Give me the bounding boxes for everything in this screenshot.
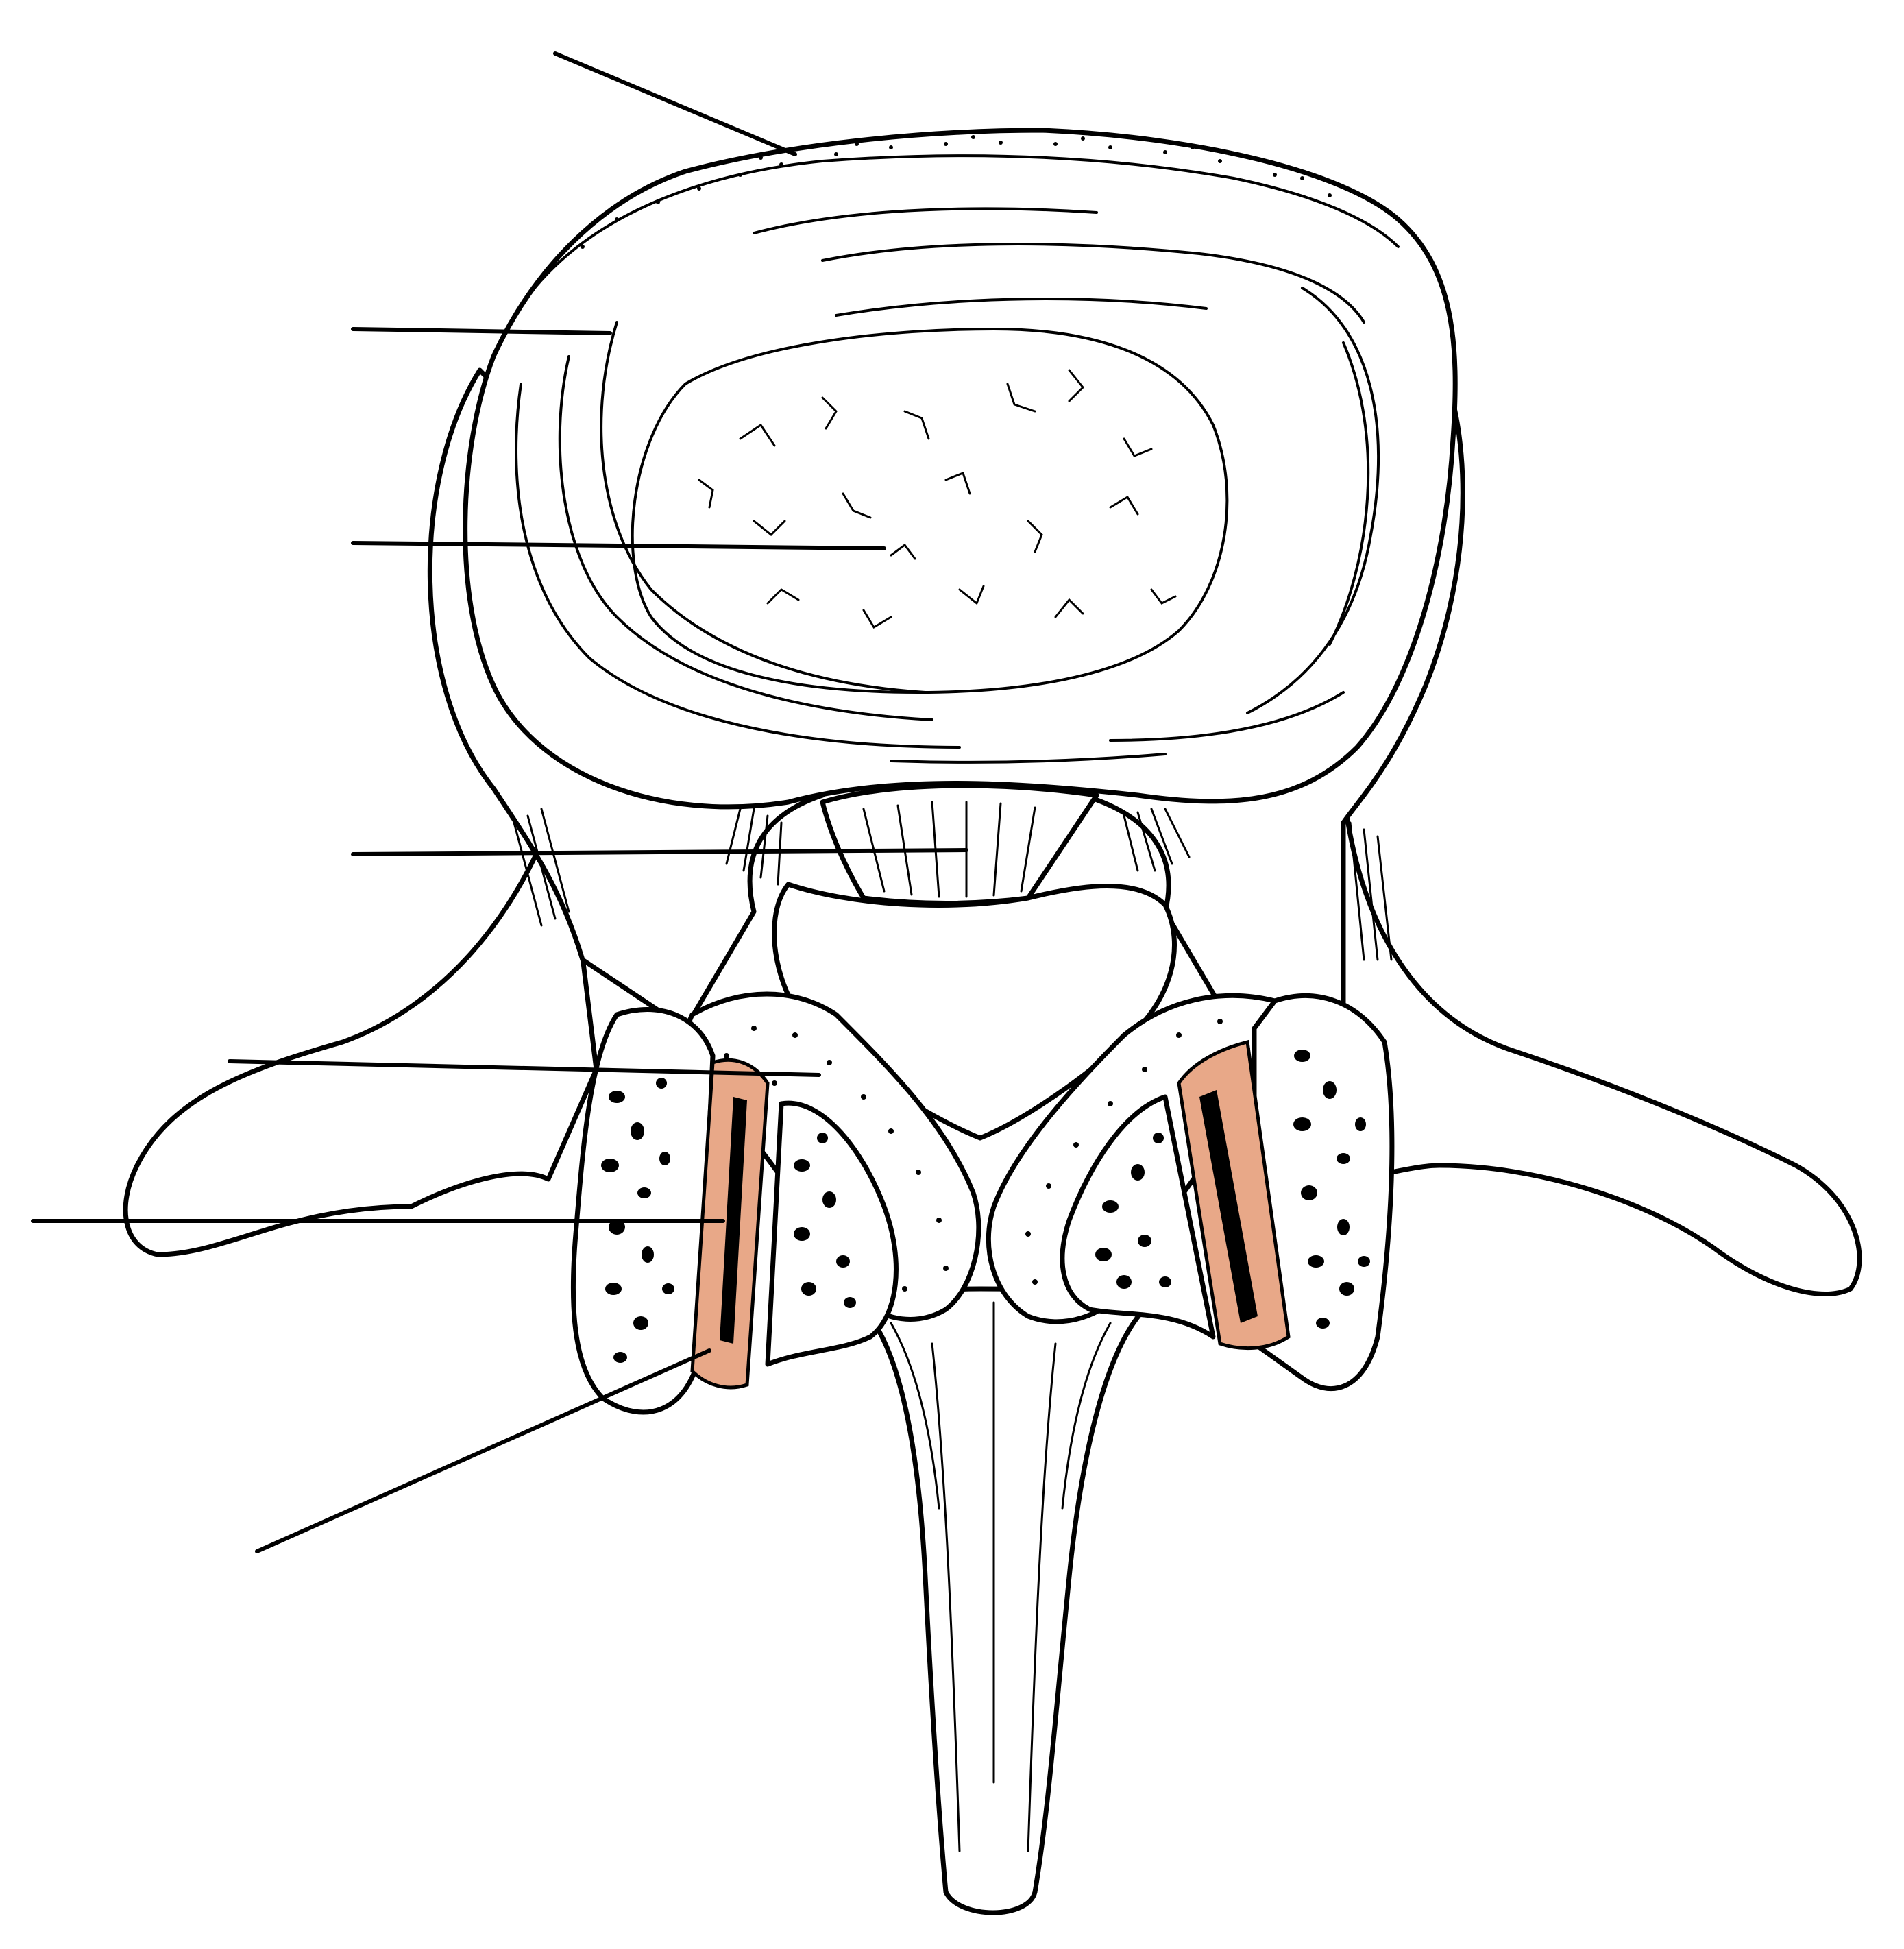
leader-facet-capsule [257, 1351, 709, 1551]
vertebral-body [465, 130, 1456, 807]
leader-annulus-rim [555, 53, 795, 154]
posterior-longitudinal-ligament [822, 786, 1097, 903]
right-transverse-process [1343, 788, 1859, 1294]
spinous-process [857, 1289, 1151, 1913]
left-transverse-process [125, 788, 596, 1255]
